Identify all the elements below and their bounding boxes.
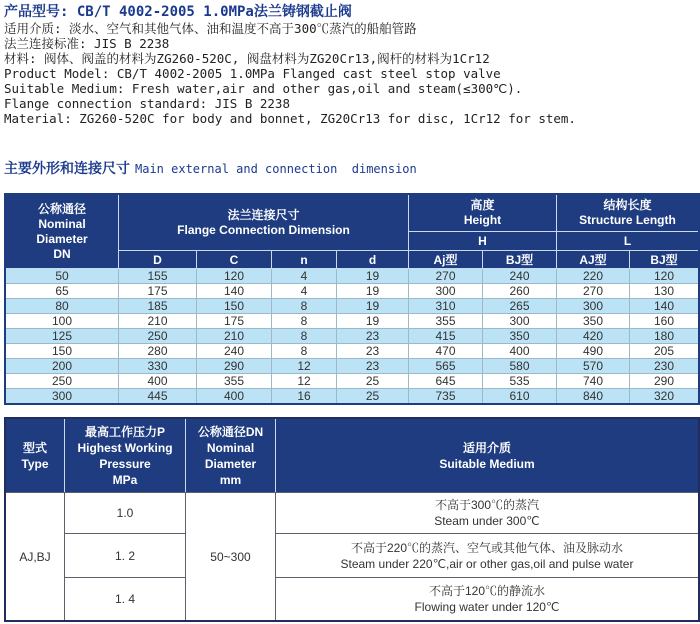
header-dn-en1: Nominal — [38, 216, 86, 231]
medium-zh: 不高于120℃的静流水 — [428, 584, 546, 598]
product-info-line: Flange connection standard: JIS B 2238 — [4, 96, 290, 111]
dimension-table-cell: 16 — [272, 389, 337, 403]
dimension-table-cell: 8 — [272, 299, 337, 314]
section-heading — [4, 158, 417, 178]
medium-zh: 不高于220℃的蒸汽、空气或其他气体、油及脉动水 — [350, 540, 624, 555]
header-dn-en2: Diameter — [36, 231, 88, 246]
dimension-table-cell: 150 — [6, 344, 119, 359]
dimension-table-cell: 180 — [630, 329, 698, 344]
dimension-table-cell: 205 — [630, 344, 698, 359]
dimension-table-cell: 50 — [6, 269, 119, 284]
header-height-zh: 高度 — [470, 198, 495, 212]
dimension-table-cell: 120 — [630, 269, 698, 284]
dimension-table-cell: 130 — [630, 284, 698, 299]
dimension-table-cell: 185 — [119, 299, 197, 314]
dimension-table-cell: 270 — [557, 284, 630, 299]
dn-range-value: 50~300 — [186, 492, 276, 620]
header-type-zh: 型式 — [22, 440, 47, 455]
dimension-table-cell: 8 — [272, 344, 337, 359]
dimension-table-row — [6, 374, 698, 389]
dimension-table-cell: 155 — [119, 269, 197, 284]
medium-zh: 不高于300℃的蒸汽 — [434, 498, 540, 512]
header-length-en: Structure Length — [579, 213, 676, 227]
dimension-table-cell: 8 — [272, 314, 337, 329]
dimension-table-cell: 19 — [337, 284, 409, 299]
header-suitable-medium — [276, 419, 698, 492]
header-medium-zh: 适用介质 — [462, 440, 511, 455]
dimension-table-cell: 645 — [409, 374, 483, 389]
dimension-table-cell: 415 — [409, 329, 483, 344]
medium-cell — [276, 533, 698, 577]
dimension-table-cell: 320 — [630, 389, 698, 403]
dimension-table-cell: 200 — [6, 359, 119, 374]
dimension-table-row — [6, 299, 698, 314]
medium-en: Steam under 220℃,air or other gas,oil and pulse water — [340, 556, 634, 571]
product-model-title: 产品型号: CB/T 4002-2005 1.0MPa法兰铸钢截止阀 — [4, 4, 352, 20]
dimension-table-cell: 580 — [483, 359, 557, 374]
dimension-table-row — [6, 329, 698, 344]
header-dn2-unit: mm — [219, 472, 242, 487]
section-title-en: Main external and connection dimension — [135, 162, 417, 176]
dimension-table-cell: 23 — [337, 344, 409, 359]
dimension-table-cell: 65 — [6, 284, 119, 299]
medium-cell — [276, 492, 698, 533]
dimension-table-cell: 210 — [119, 314, 197, 329]
header-dn-zh: 公称通径 — [37, 201, 86, 216]
dimension-table-cell: 23 — [337, 359, 409, 374]
header-pressure-zh: 最高工作压力P — [84, 424, 165, 439]
product-info-line: Suitable Medium: Fresh water,air and other gas,oil and steam(≤300℃). — [4, 81, 523, 96]
dimension-table-cell: 220 — [557, 269, 630, 284]
section-title-zh: 主要外形和连接尺寸 — [4, 161, 130, 177]
subheader-D: D — [119, 251, 197, 269]
dimension-table-cell: 260 — [483, 284, 557, 299]
dimension-table-row — [6, 284, 698, 299]
dimension-table-cell: 535 — [483, 374, 557, 389]
dimension-table-cell: 19 — [337, 269, 409, 284]
dimension-table-cell: 610 — [483, 389, 557, 403]
medium-table — [4, 417, 700, 622]
pressure-value: 1.0 — [65, 492, 186, 533]
pressure-value: 1. 2 — [65, 533, 186, 577]
medium-cell — [276, 577, 698, 620]
header-flange-zh: 法兰连接尺寸 — [227, 207, 300, 222]
dimension-table-cell: 140 — [630, 299, 698, 314]
product-info-line: Material: ZG260-520C for body and bonnet, ZG20Cr13 for disc, 1Cr12 for stem. — [4, 111, 576, 126]
subheader-n: n — [272, 251, 337, 269]
subheader-aj-height: Aj型 — [409, 251, 483, 269]
dimension-table-cell: 300 — [483, 314, 557, 329]
header-flange-en: Flange Connection Dimension — [177, 222, 350, 237]
dimension-table-cell: 310 — [409, 299, 483, 314]
subheader-aj-length: AJ型 — [557, 251, 630, 269]
dimension-table-cell: 265 — [483, 299, 557, 314]
dimension-table-cell: 280 — [119, 344, 197, 359]
dimension-table-cell: 100 — [6, 314, 119, 329]
dimension-table-cell: 23 — [337, 329, 409, 344]
dimension-table-cell: 175 — [119, 284, 197, 299]
dimension-table-cell: 175 — [197, 314, 272, 329]
header-L: L — [557, 232, 698, 251]
dimension-table-cell: 350 — [557, 314, 630, 329]
dimension-table-cell: 19 — [337, 314, 409, 329]
dimension-table-cell: 350 — [483, 329, 557, 344]
product-info-line: 法兰连接标准: JIS B 2238 — [4, 36, 170, 51]
dimension-table-cell: 270 — [409, 269, 483, 284]
subheader-d: d — [337, 251, 409, 269]
dimension-table-cell: 250 — [6, 374, 119, 389]
header-nominal-diameter — [6, 195, 119, 269]
header-height-en: Height — [463, 213, 502, 227]
header-dn-code: DN — [53, 246, 71, 261]
dimension-table-cell: 570 — [557, 359, 630, 374]
dimension-table-cell: 240 — [197, 344, 272, 359]
header-pressure-unit: MPa — [112, 472, 138, 487]
dimension-table-cell: 160 — [630, 314, 698, 329]
header-nominal-diameter-2 — [186, 419, 276, 492]
dimension-table-cell: 250 — [119, 329, 197, 344]
dimension-table-cell: 240 — [483, 269, 557, 284]
dimension-table-cell: 25 — [337, 389, 409, 403]
header-type — [6, 419, 65, 492]
product-info-line: Product Model: CB/T 4002-2005 1.0MPa Flanged cast steel stop valve — [4, 66, 501, 81]
dimension-table-cell: 8 — [272, 329, 337, 344]
dimension-table-cell: 735 — [409, 389, 483, 403]
dimension-table-cell: 355 — [197, 374, 272, 389]
header-pressure-en: Highest Working Pressure — [77, 440, 173, 471]
dimension-table-cell: 565 — [409, 359, 483, 374]
header-dn2-zh: 公称通径DN — [197, 424, 264, 439]
header-length-zh: 结构长度 — [603, 198, 652, 212]
type-value: AJ,BJ — [6, 492, 65, 620]
dimension-table-cell: 290 — [630, 374, 698, 389]
dimension-table-cell: 4 — [272, 284, 337, 299]
dimension-table-cell: 840 — [557, 389, 630, 403]
product-info-block — [4, 3, 576, 126]
header-type-en: Type — [21, 456, 49, 471]
dimension-table-cell: 445 — [119, 389, 197, 403]
dimension-table-cell: 490 — [557, 344, 630, 359]
dimension-table-cell: 300 — [6, 389, 119, 403]
dimension-table-cell: 400 — [119, 374, 197, 389]
dimension-table-cell: 400 — [197, 389, 272, 403]
dimension-table-cell: 230 — [630, 359, 698, 374]
dimension-table-row — [6, 389, 698, 403]
dimension-table-cell: 25 — [337, 374, 409, 389]
product-info-lines — [4, 21, 576, 126]
pressure-value: 1. 4 — [65, 577, 186, 620]
dimension-table-cell: 19 — [337, 299, 409, 314]
subheader-bj-length: BJ型 — [630, 251, 698, 269]
dimension-table-cell: 125 — [6, 329, 119, 344]
medium-en: Flowing water under 120℃ — [414, 600, 560, 614]
dimension-table-cell: 470 — [409, 344, 483, 359]
dimension-table-body — [6, 269, 698, 403]
dimension-table — [4, 193, 700, 405]
dimension-table-row — [6, 314, 698, 329]
header-medium-en: Suitable Medium — [439, 456, 535, 471]
dimension-table-cell: 740 — [557, 374, 630, 389]
dimension-table-cell: 290 — [197, 359, 272, 374]
header-height — [409, 195, 557, 232]
dimension-table-row — [6, 359, 698, 374]
product-info-line: 材料: 阀体、阀盖的材料为ZG260-520C, 阀盘材料为ZG20Cr13,阀杆的材料为1Cr12 — [4, 51, 490, 66]
dimension-table-row — [6, 344, 698, 359]
medium-en: Steam under 300℃ — [434, 514, 540, 528]
dimension-table-cell: 140 — [197, 284, 272, 299]
dimension-table-cell: 4 — [272, 269, 337, 284]
dimension-table-cell: 12 — [272, 374, 337, 389]
dimension-table-cell: 120 — [197, 269, 272, 284]
dimension-table-cell: 150 — [197, 299, 272, 314]
subheader-bj-height: BJ型 — [483, 251, 557, 269]
header-dn2-en: Nominal Diameter — [204, 440, 257, 471]
dimension-table-cell: 210 — [197, 329, 272, 344]
subheader-C: C — [197, 251, 272, 269]
dimension-table-cell: 12 — [272, 359, 337, 374]
dimension-table-cell: 300 — [409, 284, 483, 299]
dimension-table-cell: 80 — [6, 299, 119, 314]
dimension-table-cell: 300 — [557, 299, 630, 314]
header-flange-dimension — [119, 195, 409, 251]
dimension-table-cell: 355 — [409, 314, 483, 329]
dimension-table-cell: 400 — [483, 344, 557, 359]
dimension-table-row — [6, 269, 698, 284]
header-structure-length — [557, 195, 698, 232]
dimension-table-cell: 420 — [557, 329, 630, 344]
product-info-line: 适用介质: 淡水、空气和其他气体、油和温度不高于300℃蒸汽的船舶管路 — [4, 21, 417, 36]
header-working-pressure — [65, 419, 186, 492]
dimension-table-cell: 330 — [119, 359, 197, 374]
header-H: H — [409, 232, 557, 251]
